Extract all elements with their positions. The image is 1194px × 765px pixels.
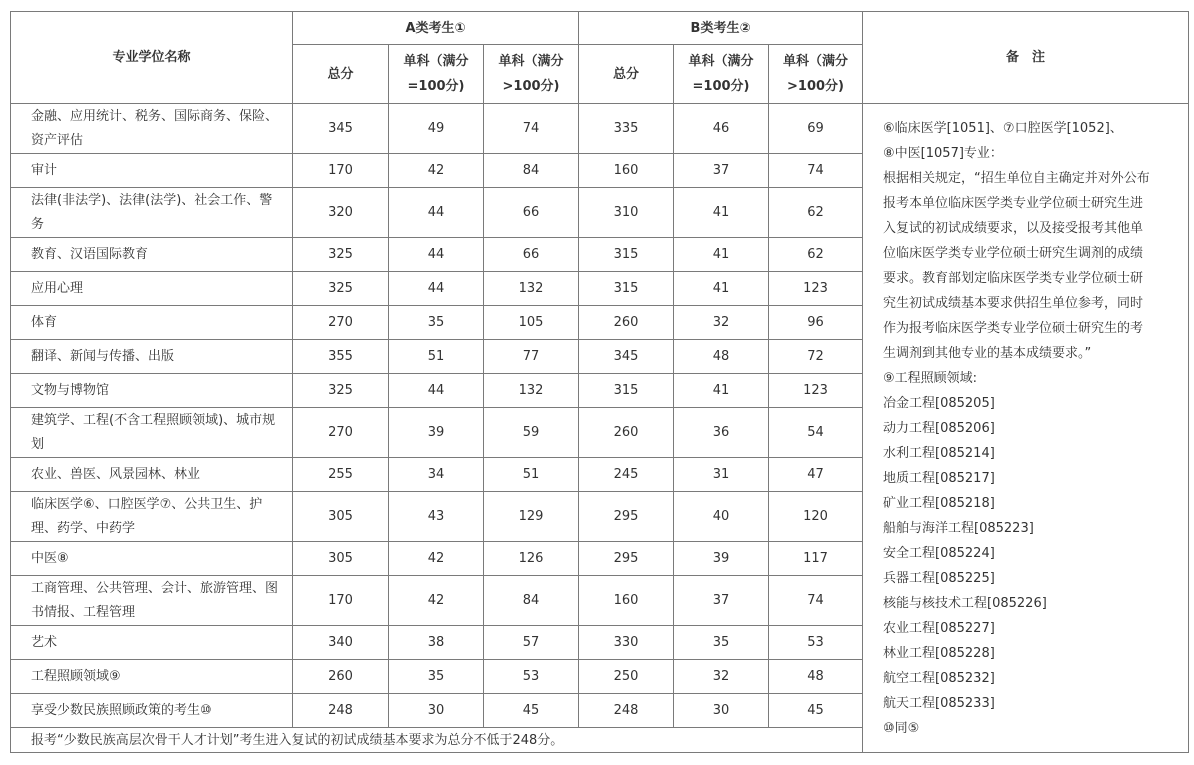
header-group-a: A类考生① (293, 12, 579, 45)
note-line: 作为报考临床医学类专业学位硕士研究生的考 (883, 321, 1144, 336)
cell-b-total: 295 (579, 492, 674, 542)
table-row (11, 104, 1189, 154)
cell-b-single-100: 35 (674, 626, 769, 660)
cell-b-single-gt100: 123 (769, 374, 863, 408)
cell-b-single-gt100: 74 (769, 154, 863, 188)
row-name: 艺术 (11, 626, 293, 660)
note-line: 位临床医学类专业学位硕士研究生调剂的成绩 (883, 246, 1144, 261)
cell-b-single-100: 41 (674, 188, 769, 238)
cell-b-single-100: 31 (674, 458, 769, 492)
cell-b-single-gt100: 72 (769, 340, 863, 374)
note-line: ⑩同⑤ (883, 721, 920, 736)
row-name: 翻译、新闻与传播、出版 (11, 340, 293, 374)
cell-a-single-100: 49 (389, 104, 484, 154)
note-line: ⑧中医[1057]专业： (883, 146, 1003, 161)
cell-a-total: 325 (293, 374, 389, 408)
cell-a-single-gt100: 51 (484, 458, 579, 492)
row-name: 审计 (11, 154, 293, 188)
note-line: 冶金工程[085205] (883, 396, 995, 411)
row-name: 工程照顾领域⑨ (11, 660, 293, 694)
cell-a-total: 320 (293, 188, 389, 238)
cell-b-single-gt100: 53 (769, 626, 863, 660)
row-name: 农业、兽医、风景园林、林业 (11, 458, 293, 492)
header-group-b: B类考生② (579, 12, 863, 45)
cell-a-single-gt100: 132 (484, 374, 579, 408)
header-b-single-gt100: 单科（满分>100分) (769, 45, 863, 104)
cell-b-single-gt100: 69 (769, 104, 863, 154)
note-line: 生调剂到其他专业的基本成绩要求。” (883, 346, 1092, 361)
cell-a-single-gt100: 66 (484, 238, 579, 272)
header-a-single-gt100: 单科（满分>100分) (484, 45, 579, 104)
cell-b-single-gt100: 48 (769, 660, 863, 694)
cell-b-total: 310 (579, 188, 674, 238)
note-line: 核能与核技术工程[085226] (883, 596, 1047, 611)
cell-a-single-100: 35 (389, 660, 484, 694)
row-name: 金融、应用统计、税务、国际商务、保险、资产评估 (11, 104, 293, 154)
cell-b-total: 260 (579, 408, 674, 458)
cell-a-single-gt100: 57 (484, 626, 579, 660)
cell-b-single-gt100: 120 (769, 492, 863, 542)
cell-a-single-gt100: 45 (484, 694, 579, 728)
cell-b-single-100: 41 (674, 272, 769, 306)
cell-b-single-100: 32 (674, 306, 769, 340)
row-name: 临床医学⑥、口腔医学⑦、公共卫生、护理、药学、中药学 (11, 492, 293, 542)
note-line: 航天工程[085233] (883, 696, 995, 711)
row-name: 享受少数民族照顾政策的考生⑩ (11, 694, 293, 728)
cell-b-total: 160 (579, 576, 674, 626)
cell-b-single-gt100: 45 (769, 694, 863, 728)
cell-a-total: 260 (293, 660, 389, 694)
cell-a-total: 340 (293, 626, 389, 660)
cell-a-single-gt100: 105 (484, 306, 579, 340)
header-a-single-100: 单科（满分=100分) (389, 45, 484, 104)
cell-a-single-100: 44 (389, 374, 484, 408)
cell-a-total: 305 (293, 492, 389, 542)
note-line: 航空工程[085232] (883, 671, 995, 686)
header-a-total: 总分 (293, 45, 389, 104)
cell-b-single-gt100: 47 (769, 458, 863, 492)
note-line: ⑨工程照顾领域: (883, 371, 978, 386)
note-line: 水利工程[085214] (883, 446, 995, 461)
cell-b-total: 160 (579, 154, 674, 188)
cell-a-single-100: 35 (389, 306, 484, 340)
note-line: 根据相关规定，“招生单位自主确定并对外公布 (883, 171, 1150, 186)
row-name: 教育、汉语国际教育 (11, 238, 293, 272)
cell-b-single-100: 48 (674, 340, 769, 374)
cell-b-single-100: 30 (674, 694, 769, 728)
cell-b-single-100: 40 (674, 492, 769, 542)
cell-a-single-100: 51 (389, 340, 484, 374)
cell-a-single-gt100: 59 (484, 408, 579, 458)
cell-a-single-gt100: 66 (484, 188, 579, 238)
note-line: 兵器工程[085225] (883, 571, 995, 586)
cell-a-total: 270 (293, 408, 389, 458)
header-b-total: 总分 (579, 45, 674, 104)
cell-b-total: 345 (579, 340, 674, 374)
note-line: 矿业工程[085218] (883, 496, 995, 511)
row-name: 中医⑧ (11, 542, 293, 576)
cell-b-single-gt100: 54 (769, 408, 863, 458)
cell-b-total: 245 (579, 458, 674, 492)
cell-b-single-gt100: 96 (769, 306, 863, 340)
cell-a-single-100: 43 (389, 492, 484, 542)
cell-b-total: 315 (579, 238, 674, 272)
notes-cell (863, 104, 1189, 753)
cell-a-single-100: 44 (389, 188, 484, 238)
note-line: 林业工程[085228] (883, 646, 995, 661)
row-name: 工商管理、公共管理、会计、旅游管理、图书情报、工程管理 (11, 576, 293, 626)
note-line: 入复试的初试成绩要求，以及接受报考其他单 (883, 221, 1144, 236)
cell-b-single-gt100: 62 (769, 238, 863, 272)
row-name: 文物与博物馆 (11, 374, 293, 408)
header-notes: 备 注 (863, 12, 1189, 104)
cell-b-single-100: 41 (674, 238, 769, 272)
cell-a-single-100: 39 (389, 408, 484, 458)
table-body (11, 104, 1189, 753)
cell-a-total: 345 (293, 104, 389, 154)
row-name: 体育 (11, 306, 293, 340)
cell-a-total: 325 (293, 238, 389, 272)
cell-a-total: 270 (293, 306, 389, 340)
cell-b-single-gt100: 123 (769, 272, 863, 306)
note-line: 地质工程[085217] (883, 471, 995, 486)
footer-note: 报考“少数民族高层次骨干人才计划”考生进入复试的初试成绩基本要求为总分不低于248分。 (11, 728, 863, 753)
cell-b-total: 315 (579, 272, 674, 306)
cell-a-single-100: 44 (389, 238, 484, 272)
cell-a-total: 170 (293, 154, 389, 188)
cell-a-total: 255 (293, 458, 389, 492)
note-line: 要求。教育部划定临床医学类专业学位硕士研 (883, 271, 1144, 286)
cell-b-total: 260 (579, 306, 674, 340)
header-b-single-100: 单科（满分=100分) (674, 45, 769, 104)
cell-b-single-100: 39 (674, 542, 769, 576)
cell-a-total: 305 (293, 542, 389, 576)
cell-a-total: 248 (293, 694, 389, 728)
header-name: 专业学位名称 (11, 12, 293, 104)
cell-a-total: 355 (293, 340, 389, 374)
note-line: 动力工程[085206] (883, 421, 995, 436)
cell-a-single-gt100: 74 (484, 104, 579, 154)
cell-b-single-100: 46 (674, 104, 769, 154)
cell-b-total: 248 (579, 694, 674, 728)
note-line: 船舶与海洋工程[085223] (883, 521, 1034, 536)
cell-b-single-gt100: 74 (769, 576, 863, 626)
cell-b-total: 335 (579, 104, 674, 154)
cell-a-single-gt100: 129 (484, 492, 579, 542)
cell-b-total: 250 (579, 660, 674, 694)
note-line: 究生初试成绩基本要求供招生单位参考，同时 (883, 296, 1144, 311)
row-name: 应用心理 (11, 272, 293, 306)
cell-b-single-100: 41 (674, 374, 769, 408)
cell-a-single-gt100: 126 (484, 542, 579, 576)
cell-b-single-100: 37 (674, 154, 769, 188)
cell-a-single-100: 34 (389, 458, 484, 492)
score-table (10, 11, 1189, 753)
note-line: 报考本单位临床医学类专业学位硕士研究生进 (883, 196, 1144, 211)
cell-a-total: 325 (293, 272, 389, 306)
cell-a-total: 170 (293, 576, 389, 626)
cell-b-single-gt100: 62 (769, 188, 863, 238)
cell-b-single-gt100: 117 (769, 542, 863, 576)
cell-a-single-100: 44 (389, 272, 484, 306)
cell-a-single-100: 42 (389, 154, 484, 188)
cell-a-single-gt100: 77 (484, 340, 579, 374)
note-line: 农业工程[085227] (883, 621, 995, 636)
cell-a-single-100: 42 (389, 542, 484, 576)
cell-b-total: 315 (579, 374, 674, 408)
cell-a-single-100: 30 (389, 694, 484, 728)
cell-a-single-100: 38 (389, 626, 484, 660)
cell-a-single-100: 42 (389, 576, 484, 626)
cell-b-single-100: 32 (674, 660, 769, 694)
note-line: 安全工程[085224] (883, 546, 995, 561)
cell-b-total: 330 (579, 626, 674, 660)
cell-a-single-gt100: 132 (484, 272, 579, 306)
cell-a-single-gt100: 53 (484, 660, 579, 694)
note-line: ⑥临床医学[1051]、⑦口腔医学[1052]、 (883, 121, 1123, 136)
cell-a-single-gt100: 84 (484, 576, 579, 626)
cell-b-single-100: 36 (674, 408, 769, 458)
cell-b-single-100: 37 (674, 576, 769, 626)
row-name: 法律(非法学)、法律(法学)、社会工作、警务 (11, 188, 293, 238)
row-name: 建筑学、工程(不含工程照顾领域)、城市规划 (11, 408, 293, 458)
cell-b-total: 295 (579, 542, 674, 576)
cell-a-single-gt100: 84 (484, 154, 579, 188)
